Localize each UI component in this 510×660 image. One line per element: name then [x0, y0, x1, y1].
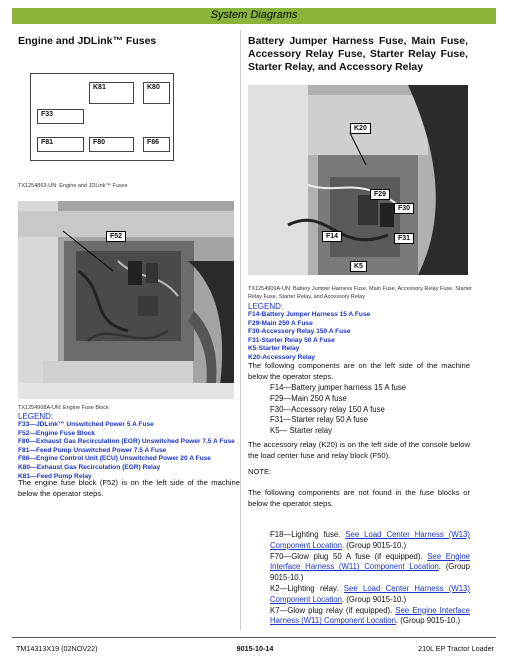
- column-divider: [240, 30, 241, 630]
- right-section-title: Battery Jumper Harness Fuse, Main Fuse, Accessory Relay Fuse, Starter Relay Fuse, Starter Relay, and Accessory Relay: [248, 35, 468, 73]
- list-item: F29—Main 250 A fuse: [270, 393, 347, 403]
- legend-item: K81—Feed Pump Relay: [18, 472, 92, 480]
- see-load-center-harness-link[interactable]: See Load Center Harness (W13) Component Location: [270, 583, 470, 604]
- engine-fuse-block-photo: [18, 201, 234, 399]
- right-legend-list: [248, 311, 473, 363]
- see-engine-interface-harness-link[interactable]: See Engine Interface Harness (W11) Component Location: [270, 605, 470, 626]
- legend-item: F86—Engine Control Unit (ECU) Unswitched Power 20 A Fuse: [18, 455, 211, 463]
- legend-item: F33—JDLink™ Unswitched Power 5 A Fuse: [18, 421, 154, 428]
- reference-text: F70—Glow plug 50 A fuse (if equipped).: [270, 551, 423, 561]
- legend-item: F81—Feed Pump Unswitched Power 7.5 A Fuse: [18, 446, 167, 454]
- footer-page-number: 9015-10-14: [236, 644, 274, 653]
- left-section-title: Engine and JDLink™ Fuses: [18, 35, 157, 47]
- left-legend-title: LEGEND:: [18, 412, 54, 421]
- reference-text: F18—Lighting fuse.: [270, 530, 341, 539]
- fuse-k81: K81: [89, 82, 134, 104]
- footer-rule: [12, 637, 496, 638]
- callout-f14: F14: [322, 231, 342, 242]
- reference-text: K2—Lighting relay.: [270, 583, 339, 593]
- fuse-f80: F80: [89, 137, 134, 152]
- see-engine-interface-harness-link[interactable]: See Engine Interface Harness (W11) Component Location: [270, 551, 471, 572]
- legend-item: K20-Accessory Relay: [248, 353, 316, 361]
- right-legend-title: LEGEND:: [248, 302, 284, 311]
- note-label: NOTE:: [248, 467, 272, 476]
- reference-group: . (Group 9015-10.): [395, 616, 461, 626]
- engine-fuse-note: The engine fuse block (F52) is on the left side of the machine below the operator steps.: [18, 478, 240, 498]
- reference-item: [270, 530, 470, 552]
- callout-f52: F52: [106, 231, 126, 242]
- reference-text: K7—Glow plug relay (if equipped).: [270, 605, 393, 615]
- callout-f29: F29: [370, 189, 390, 200]
- fuse-f86: F86: [143, 137, 170, 152]
- left-legend-list: [18, 421, 240, 481]
- component-list: [270, 383, 470, 437]
- legend-item: F30-Accessory Relay 150 A Fuse: [248, 328, 351, 336]
- reference-item: [270, 552, 470, 584]
- see-load-center-harness-link[interactable]: See Load Center Harness (W13) Component Location: [270, 530, 470, 550]
- page-header-title: System Diagrams: [210, 9, 298, 21]
- reference-item: [270, 606, 470, 628]
- reference-group: . (Group 9015-10.): [270, 562, 470, 583]
- legend-item: F29-Main 250 A Fuse: [248, 319, 313, 327]
- reference-group: . (Group 9015-10.): [341, 540, 407, 550]
- fuse-diagram: [30, 73, 174, 161]
- reference-list: [270, 530, 470, 627]
- list-item: F30—Accessory relay 150 A fuse: [270, 404, 385, 414]
- callout-k20: K20: [350, 123, 371, 134]
- list-item: F31—Starter relay 50 A fuse: [270, 415, 368, 425]
- footer-product: 210L EP Tractor Loader: [418, 644, 494, 653]
- fuse-k80: K80: [143, 82, 170, 104]
- legend-item: K5-Starter Relay: [248, 345, 300, 353]
- reference-group: . (Group 9015-10.): [341, 594, 407, 604]
- legend-item: F80—Exhaust Gas Recirculation (EGR) Unswitched Power 7.5 A Fuse: [18, 438, 235, 446]
- figure1-caption: TX1254863-UN: Engine and JDLink™ Fuses: [18, 183, 128, 189]
- footer-doc-id: TM14313X19 (02NOV22): [16, 644, 98, 653]
- fuse-f33: F33: [37, 109, 84, 124]
- callout-f30: F30: [394, 203, 414, 214]
- photo-illustration-right: [248, 85, 468, 275]
- legend-item: F31-Starter Relay 50 A Fuse: [248, 336, 335, 344]
- accessory-relay-note: The accessory relay (K20) is on the left side of the console below the load center fuse and relay block (F50).: [248, 440, 470, 460]
- reference-item: [270, 584, 470, 606]
- fuse-f81: F81: [37, 137, 84, 152]
- figure2-caption: TX1254908A-UN: Engine Fuse Block: [18, 405, 109, 411]
- callout-k5: K5: [350, 261, 367, 272]
- list-item: K5— Starter relay: [270, 426, 332, 436]
- legend-item: F52—Engine Fuse Block: [18, 429, 95, 437]
- callout-f31: F31: [394, 233, 414, 244]
- right-intro: The following components are on the left side of the machine below the operator steps.: [248, 361, 470, 381]
- legend-item: F14-Battery Jumper Harness 15 A Fuse: [248, 311, 371, 318]
- list-item: F14—Battery jumper harness 15 A fuse: [270, 383, 407, 392]
- battery-fuse-photo: [248, 85, 468, 275]
- note-text: The following components are not found in the fuse blocks or below the operator steps.: [248, 488, 470, 508]
- figure3-caption: TX1254909A-UN: Battery Jumper Harness Fuse, Main Fuse, Accessory Relay Fuse, Starter Relay Fuse, Starter Relay, and Accessory Relay: [248, 286, 472, 300]
- legend-item: K80—Exhaust Gas Recirculation (EGR) Relay: [18, 463, 161, 471]
